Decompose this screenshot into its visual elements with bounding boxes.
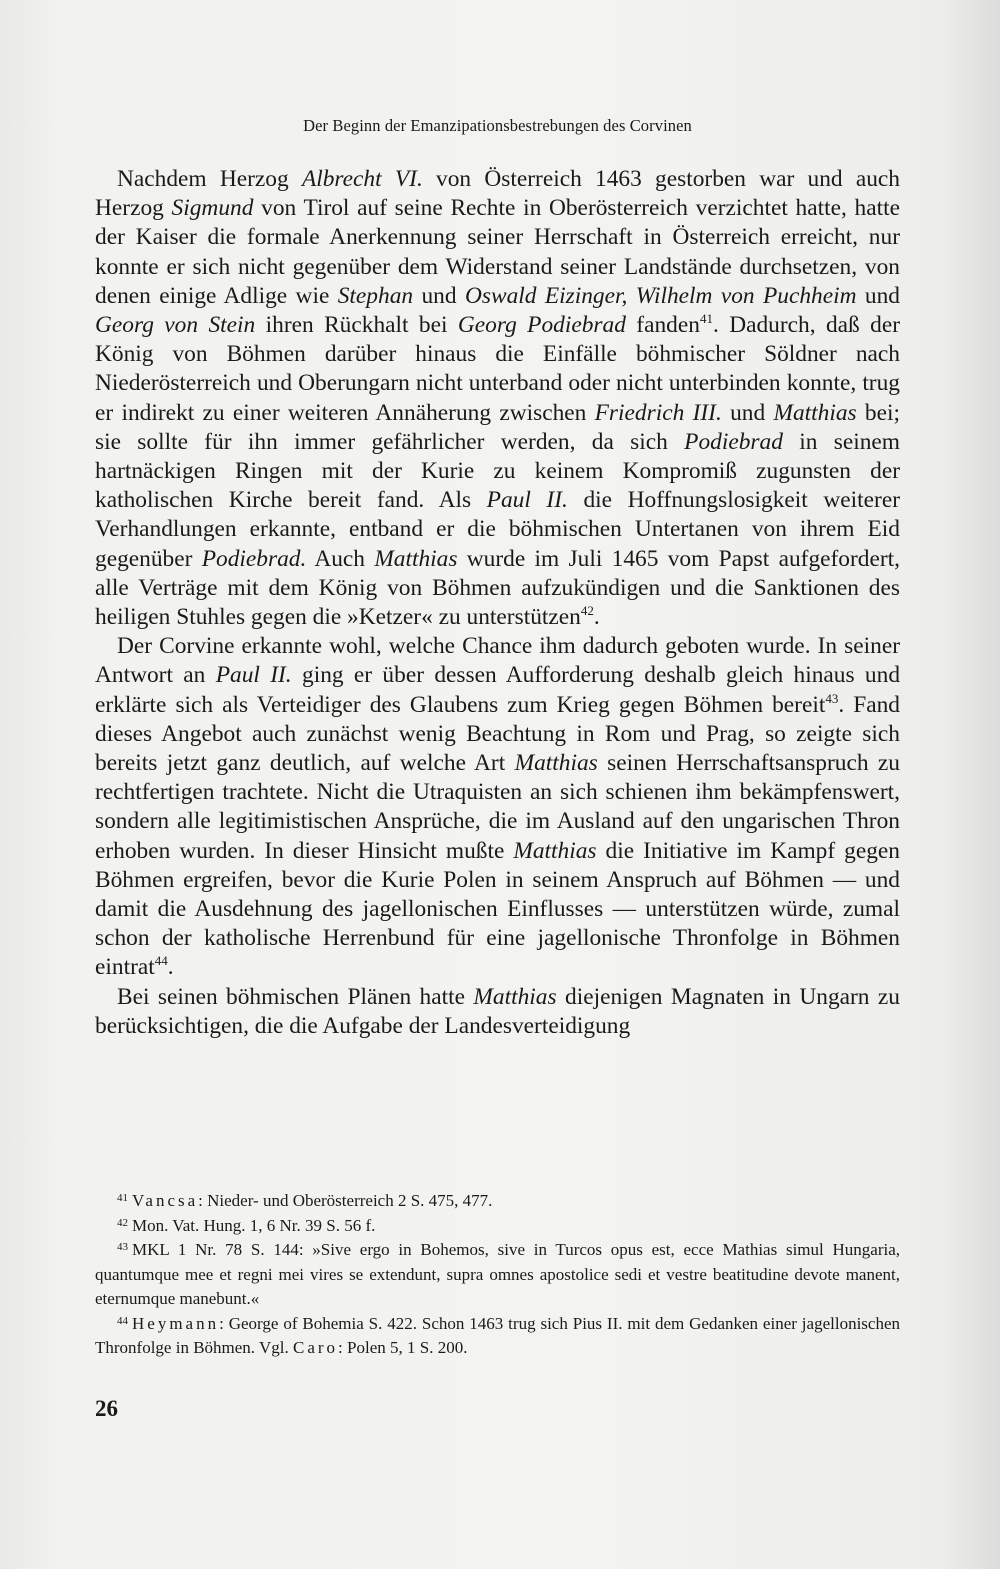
italic-text: Matthias xyxy=(473,983,557,1010)
text-run: . Dadurch, daß der König von Böhmen darüber hinaus die Einfälle böhmischer Söldner nach Niederösterreich und Oberungarn nicht unterband oder nicht unterbinden konnte, trug er indirekt zu einer weiteren Annäherung zwischen xyxy=(95,312,900,426)
italic-text: Sigmund xyxy=(171,195,254,222)
page-number: 26 xyxy=(95,1396,118,1421)
italic-text: Friedrich III. xyxy=(594,399,722,426)
footnote xyxy=(95,1214,900,1239)
text-run: von Österreich 1463 gestorben war und auch Herzog xyxy=(95,166,901,222)
text-run: Nachdem Herzog xyxy=(117,166,302,192)
footnote xyxy=(95,1238,900,1312)
text-run: bei; sie sollte für ihn immer gefährlicher werden, da sich xyxy=(95,399,901,455)
italic-text: Matthias xyxy=(374,545,458,572)
italic-text: Paul II. xyxy=(215,662,292,689)
text-run: von Tirol auf seine Rechte in Oberösterreich verzichtet hatte, hatte der Kaiser die formale Anerkennung seiner Herrschaft in Österreich erreicht, nur konnte er sich nicht gegenüber dem Widerstand seiner Landstände durchsetzen, von denen einige Adlige wie xyxy=(95,195,901,309)
running-head: Der Beginn der Emanzipationsbestrebungen des Corvinen xyxy=(303,116,692,135)
italic-text: Georg von Stein xyxy=(95,312,256,339)
text-run: diejenigen Magnaten in Ungarn zu berücksichtigen, die die Aufgabe der Landesverteidigung xyxy=(95,983,900,1039)
italic-text: Podiebrad. xyxy=(201,545,307,572)
footnote-number: 43 xyxy=(117,1241,128,1253)
author-name: Heymann xyxy=(132,1313,220,1333)
paragraph xyxy=(95,165,900,632)
italic-text: Matthias xyxy=(513,837,597,864)
footnote-number: 44 xyxy=(117,1314,128,1327)
footnotes xyxy=(95,1189,900,1361)
text-run: und xyxy=(856,282,900,309)
text-run: und xyxy=(413,282,465,309)
footnote-text: : George of Bohemia S. 422. Schon 1463 trug sich Pius II. mit dem Gedanken einer jagellonischen Thronfolge in Böhmen. Vgl. xyxy=(95,1313,900,1357)
footnote-text: Mon. Vat. Hung. 1, 6 Nr. 39 S. 56 f. xyxy=(132,1215,376,1235)
italic-text: Georg Podiebrad xyxy=(457,312,626,339)
author-name: Vancsa xyxy=(132,1191,199,1210)
text-run: und xyxy=(721,399,774,426)
text-run: seinen Herrschaftsanspruch zu rechtfertigen trachtete. Nicht die Utraquisten an sich schienen ihm bekämpfenswert, sondern alle legitimistischen Ansprüche, die im Ausland auf den ungarischen Thron erhoben wurden. In dieser Hinsicht mußte xyxy=(95,750,900,864)
footnote-number: 42 xyxy=(117,1216,128,1229)
text-run: fanden xyxy=(625,312,700,339)
italic-text: Albrecht VI. xyxy=(301,166,423,192)
footnote xyxy=(95,1189,900,1214)
italic-text: Paul II. xyxy=(486,487,568,514)
text-run: in seinem hartnäckigen Ringen mit der Kurie zu keinem Kompromiß zugunsten der katholischen Kirche bereit fand. Als xyxy=(95,428,900,514)
italic-text: Podiebrad xyxy=(684,428,783,455)
footnote-number: 41 xyxy=(117,1192,128,1204)
footnote-text: MKL 1 Nr. 78 S. 144: »Sive ergo in Bohemos, sive in Turcos opus est, ecce Mathias simul Hungaria, quantumque mee et regni mei vires se extendunt, supra omnes apostolice sedi et vestre beatitudine devote manent, eternumque manebunt.« xyxy=(95,1240,900,1308)
text-run: die Initiative im Kampf gegen Böhmen ergreifen, bevor die Kurie Polen in seinem Anspruch auf Böhmen — und damit die Ausdehnung des jagellonischen Einflusses — unterstützen würde, zumal schon der katholische Herrenbund für eine jagellonische Thronfolge in Böhmen eintrat xyxy=(95,837,901,981)
paragraph xyxy=(95,632,900,982)
italic-text: Matthias xyxy=(773,399,857,426)
text-run: Der Corvine erkannte wohl, welche Chance ihm dadurch geboten wurde. In seiner Antwort an xyxy=(95,633,900,689)
text-run: . xyxy=(593,604,600,631)
author-name: Caro xyxy=(293,1338,339,1357)
italic-text: Stephan xyxy=(337,282,414,309)
text-run: . xyxy=(167,954,174,981)
footnote-ref: 41 xyxy=(699,311,713,327)
footnote xyxy=(95,1312,900,1361)
text-run: wurde im Juli 1465 vom Papst aufgefordert, alle Verträge mit dem König von Böhmen aufzukündigen und die Sanktionen des heiligen Stuhles gegen die »Ketzer« zu unterstützen xyxy=(95,545,901,631)
footnote-ref: 43 xyxy=(825,690,839,706)
text-run: . Fand dieses Angebot auch zunächst wenig Beachtung in Rom und Prag, so zeigte sich bereits jetzt ganz deutlich, auf welche Art xyxy=(95,691,900,777)
paragraph xyxy=(95,983,900,1041)
italic-text: Oswald Eizinger, Wilhelm von Puchheim xyxy=(464,282,857,309)
footnote-text: : Nieder- und Oberösterreich 2 S. 475, 477. xyxy=(198,1191,493,1210)
text-run: ihren Rückhalt bei xyxy=(255,312,458,339)
footnote-text: : Polen 5, 1 S. 200. xyxy=(338,1338,468,1357)
footnote-ref: 42 xyxy=(580,603,594,619)
text-run: Auch xyxy=(306,545,375,572)
text-run: ging er über dessen Aufforderung deshalb gleich hinaus und erklärte sich als Verteidiger des Glaubens zum Krieg gegen Böhmen bereit xyxy=(95,662,901,718)
italic-text: Matthias xyxy=(514,750,598,777)
text-run: Bei seinen böhmischen Plänen hatte xyxy=(117,983,474,1010)
footnote-ref: 44 xyxy=(154,953,168,969)
text-run: die Hoffnungslosigkeit weiterer Verhandlungen erkannte, entband er die böhmischen Untertanen von ihrem Eid gegenüber xyxy=(95,487,900,572)
body-text xyxy=(95,165,900,1041)
